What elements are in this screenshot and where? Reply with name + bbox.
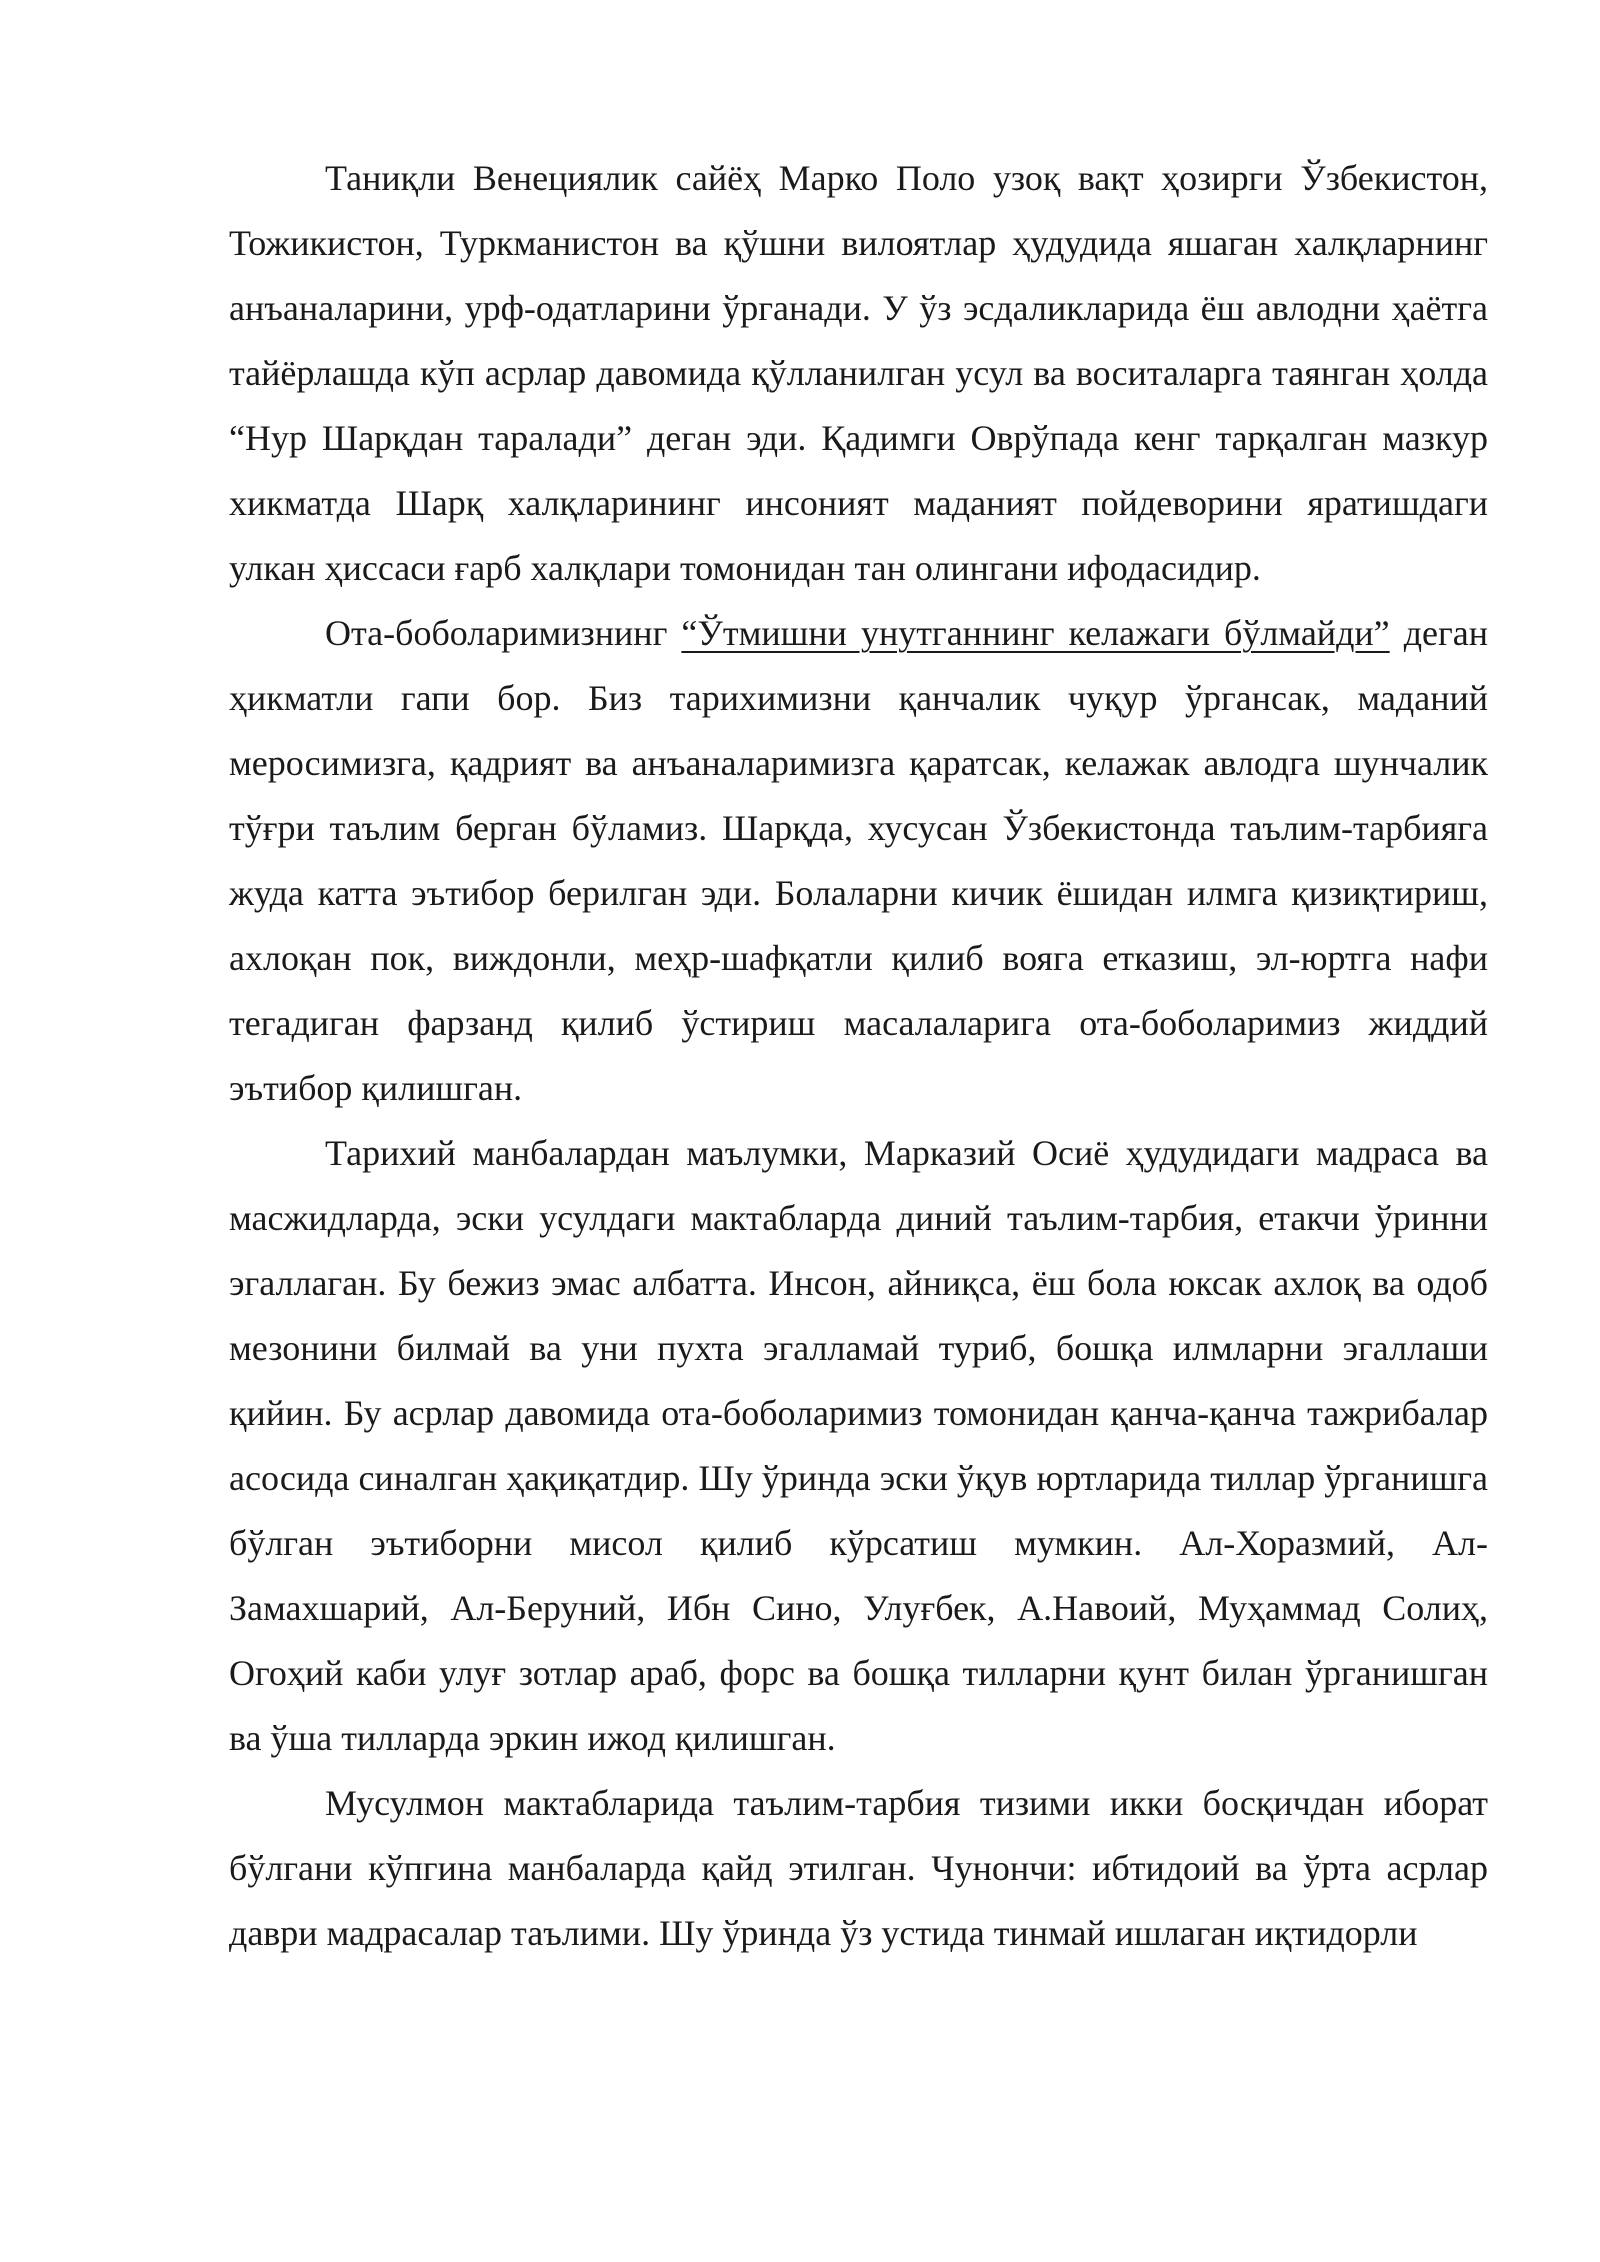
paragraph-text: Тарихий манбалардан маълумки, Марказий Осиё ҳудудидаги мадраса ва масжидларда, эски усулдаги мактабларда диний таълим-тарбия, етакчи ўринни эгаллаган. Бу бежиз эмас албатта. Инсон, айниқса, ёш бола юксак ахлоқ ва одоб мезонини билмай ва уни пухта эгалламай туриб, бошқа илмларни эгаллаши қийин. Бу асрлар давомида ота-боболаримиз томонидан қанча-қанча тажрибалар асосида синалган ҳақиқатдир. Шу ўринда эски ўқув юртларида тиллар ўрганишга бўлган эътиборни мисол қилиб кўрсатиш мумкин. Ал-Хоразмий, Ал-Замахшарий, Ал-Беруний, Ибн Сино, Улуғбек, А.Навоий, Муҳаммад Солиҳ, Огоҳий каби улуғ зотлар араб, форс ва бошқа тилларни қунт билан ўрганишган ва ўша тилларда эркин ижод қилишган.: [229, 1133, 1488, 1758]
paragraph-muslim-schools: [229, 1771, 1488, 1966]
paragraph-ancestors-saying: [229, 601, 1488, 1121]
paragraph-text: Таниқли Венециялик сайёҳ Марко Поло узоқ вақт ҳозирги Ўзбекистон, Тожикистон, Туркманистон ва қўшни вилоятлар ҳудудида яшаган халқларнинг анъаналарини, урф-одатларини ўрганади. У ўз эсдаликларида ёш авлодни ҳаётга тайёрлашда кўп асрлар давомида қўлланилган усул ва воситаларга таянган ҳолда “Нур Шарқдан таралади” деган эди. Қадимги Оврўпада кенг тарқалган мазкур хикматда Шарқ халқларининг инсоният маданият пойдеворини яратишдаги улкан ҳиссаси ғарб халқлари томонидан тан олингани ифодасидир.: [229, 158, 1488, 588]
paragraph-text: Мусулмон мактабларида таълим-тарбия тизими икки босқичдан иборат бўлгани кўпгина манбаларда қайд этилган. Чунончи: ибтидоий ва ўрта асрлар даври мадрасалар таълими. Шу ўринда ўз устида тинмай ишлаган иқтидорли: [229, 1783, 1488, 1953]
paragraph-marco-polo: [229, 146, 1488, 601]
paragraph-text-after-quote: деган ҳикматли гапи бор. Биз тарихимизни қанчалик чуқур ўргансак, маданий меросимизга, қадрият ва анъаналаримизга қаратсак, келажак авлодга шунчалик тўғри таълим берган бўламиз. Шарқда, хусусан Ўзбекистонда таълим-тарбияга жуда катта эътибор берилган эди. Болаларни кичик ёшидан илмга қизиқтириш, ахлоқан пок, виждонли, меҳр-шафқатли қилиб вояга етказиш, эл-юртга нафи тегадиган фарзанд қилиб ўстириш масалаларига ота-боболаримиз жиддий эътибор қилишган.: [229, 613, 1488, 1108]
paragraph-historical-sources: [229, 1121, 1488, 1771]
document-body: [229, 146, 1488, 1966]
paragraph-text-before-quote: Ота-боболаримизнинг: [325, 613, 682, 653]
underlined-quote: “Ўтмишни унутганнинг келажаги бўлмайди”: [681, 613, 1390, 653]
